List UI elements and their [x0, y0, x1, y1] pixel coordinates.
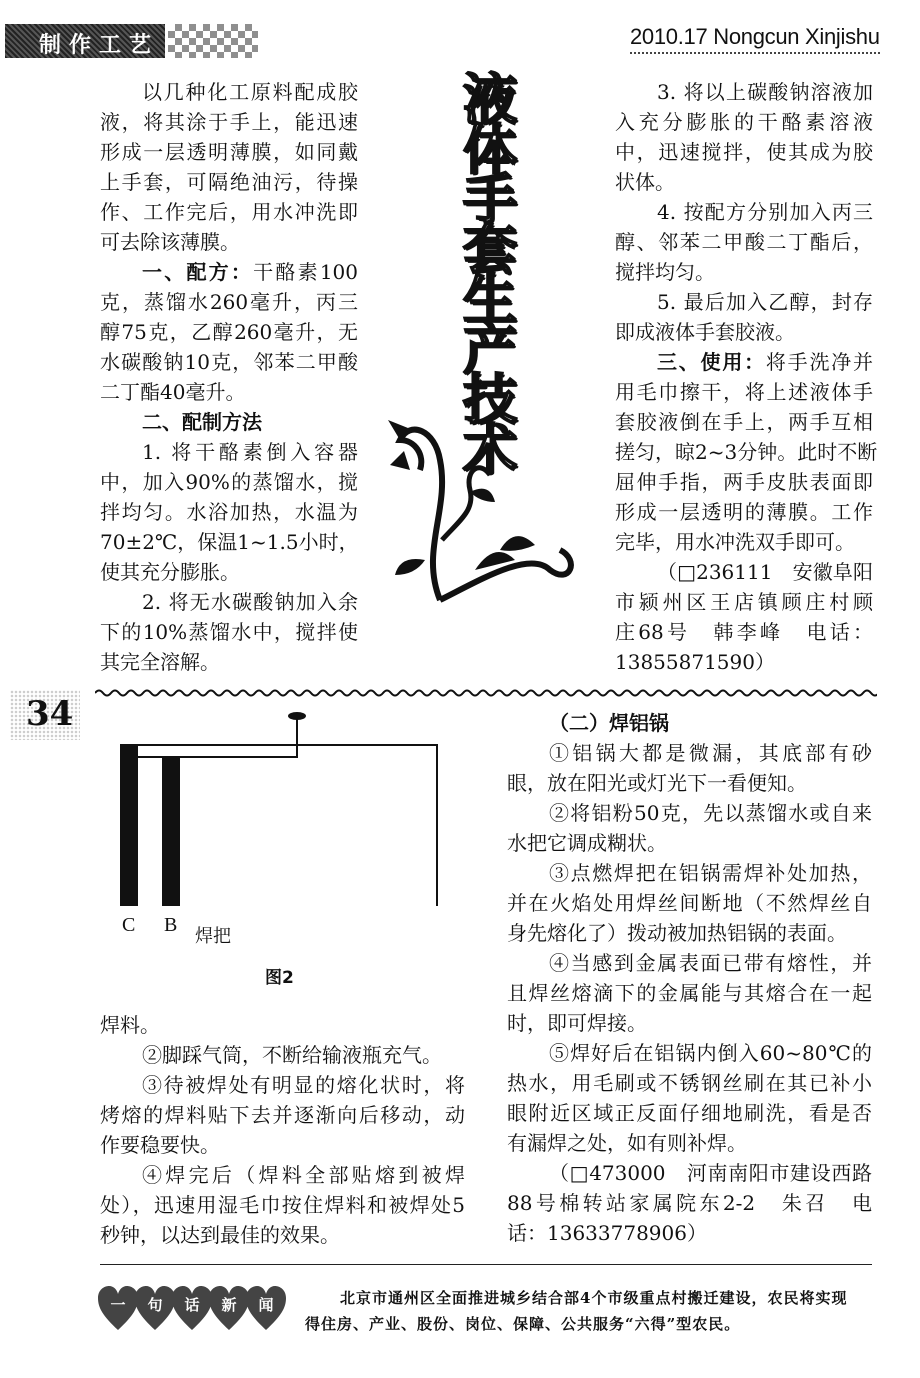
text-line — [142, 437, 358, 467]
line-text: 醇、邻苯二甲酸二丁酯后， — [615, 230, 873, 254]
text-line — [100, 527, 358, 557]
line-text: ②将铝粉50克，先以蒸馏水或自来 — [549, 801, 872, 825]
line-text: 88号棉转站家属院东2-2 朱召 电 — [507, 1191, 872, 1215]
line-text: 处），迅速用湿毛巾按住焊料和被焊处5 — [100, 1193, 465, 1217]
bar-c — [120, 744, 138, 906]
line-text: 中，加入90%的蒸馏水，搅 — [100, 470, 358, 494]
line-text: ③待被焊处有明显的熔化状时，将 — [142, 1073, 465, 1097]
text-line — [142, 257, 358, 287]
line-text: 干酪素100 — [253, 260, 358, 284]
text-line — [657, 287, 873, 317]
text-line — [615, 617, 873, 647]
heart-icon — [98, 1286, 138, 1332]
text-line — [615, 467, 873, 497]
line-text: ③点燃焊把在铝锅需焊补处加热， — [549, 861, 872, 885]
line-text: ④当感到金属表面已带有熔性，并 — [549, 951, 872, 975]
text-line — [615, 317, 873, 347]
heart-label: 话 — [184, 1296, 200, 1314]
text-line — [507, 768, 872, 798]
text-line — [615, 227, 873, 257]
line-text: 13855871590） — [615, 650, 775, 674]
text-line — [615, 407, 873, 437]
line-text: 并在火焰处用焊丝间断地（不然焊丝自 — [507, 891, 872, 915]
line-text: 克，蒸馏水260毫升，丙三 — [100, 290, 358, 314]
text-line — [507, 1068, 872, 1098]
text-line — [615, 497, 873, 527]
heart-label: 句 — [147, 1296, 163, 1314]
line-text: 其完全溶解。 — [100, 650, 220, 674]
section-banner — [5, 24, 165, 58]
heart-icon — [246, 1286, 286, 1332]
text-line — [657, 197, 873, 227]
title-char: 套 — [463, 217, 517, 281]
text-line — [657, 557, 873, 587]
line-text: 二丁酯40毫升。 — [100, 380, 246, 404]
text-line — [615, 137, 873, 167]
line-text: 4. 按配方分别加入丙三 — [657, 200, 873, 224]
text-line — [549, 708, 872, 738]
line-text: （□473000 河南南阳市建设西路 — [549, 1161, 872, 1185]
text-line — [142, 1070, 465, 1100]
wavy-divider — [95, 686, 877, 700]
heart-icon — [135, 1286, 175, 1332]
text-line — [142, 407, 358, 437]
line-text: 醇75克，乙醇260毫升，无 — [100, 320, 358, 344]
text-line — [100, 167, 358, 197]
text-line — [100, 497, 358, 527]
line-text: ⑤焊好后在铝锅内倒入60~80℃的 — [549, 1041, 872, 1065]
line-text: 将手洗净并 — [765, 350, 874, 374]
line-text: 烤熔的焊料贴下去并逐渐向后移动，动 — [100, 1103, 465, 1127]
text-line — [615, 107, 873, 137]
text-line — [615, 587, 873, 617]
text-line — [507, 978, 872, 1008]
text-line — [549, 1158, 872, 1188]
line-text: 70±2℃，保温1~1.5小时， — [100, 530, 359, 554]
line-text: 完毕，用水冲洗双手即可。 — [615, 530, 855, 554]
text-line — [100, 647, 358, 677]
text-line — [100, 1130, 465, 1160]
text-line — [507, 828, 872, 858]
label-b: B — [164, 914, 178, 936]
magazine-issue: 2010.17 Nongcun Xinjishu — [630, 24, 880, 54]
label-welding-torch: 焊把 — [195, 926, 231, 947]
line-text: 形成一层透明薄膜，如同戴 — [100, 140, 358, 164]
text-line — [657, 347, 873, 377]
text-line — [615, 377, 873, 407]
text-line — [549, 948, 872, 978]
section-heading: 三、使用： — [657, 350, 766, 374]
text-line — [100, 107, 358, 137]
title-char: 生 — [463, 267, 517, 331]
line-text: 拌均匀。水浴加热，水温为 — [100, 500, 358, 524]
line-text: 搓匀，晾2~3分钟。此时不断 — [615, 440, 878, 464]
line-text: ②脚踩气筒，不断给输液瓶充气。 — [142, 1043, 442, 1067]
text-line — [549, 858, 872, 888]
text-line — [615, 257, 873, 287]
text-line — [100, 137, 358, 167]
line-text: 以几种化工原料配成胶 — [142, 80, 358, 104]
line-text: 庄68号 韩李峰 电话： — [615, 620, 873, 644]
line-text: 市颍州区王店镇顾庄村顾 — [615, 590, 873, 614]
title-char: 液 — [463, 67, 517, 131]
line-text: 状体。 — [615, 170, 675, 194]
heart-label: 新 — [221, 1296, 237, 1314]
title-char: 产 — [463, 317, 517, 381]
line-text: （□236111 安徽阜阳 — [657, 560, 873, 584]
line-text: 身先熔化了）拨动被加热铝锅的表面。 — [507, 921, 847, 945]
line-text: 水把它调成糊状。 — [507, 831, 667, 855]
text-line — [100, 1100, 465, 1130]
text-line — [100, 557, 358, 587]
text-line — [549, 738, 872, 768]
text-line — [549, 798, 872, 828]
line-text: 形成一层透明的薄膜。工作 — [615, 500, 873, 524]
line-text: 即成液体手套胶液。 — [615, 320, 795, 344]
news-line-2: 得住房、产业、股份、岗位、保障、公共服务“六得”型农民。 — [305, 1315, 741, 1333]
heart-icon — [209, 1286, 249, 1332]
text-line — [100, 347, 358, 377]
line-text: 液，将其涂于手上，能迅速 — [100, 110, 358, 134]
text-line — [100, 317, 358, 347]
heart-icon — [172, 1286, 212, 1332]
title-char: 术 — [463, 417, 517, 481]
text-line — [615, 437, 878, 467]
line-text: 2. 将无水碳酸钠加入余 — [142, 590, 358, 614]
text-line — [657, 77, 873, 107]
text-line — [100, 1220, 465, 1250]
line-text: 话：13633778906） — [507, 1221, 707, 1245]
text-line — [100, 197, 358, 227]
line-text: 且焊丝熔滴下的金属能与其熔合在一起 — [507, 981, 872, 1005]
text-line — [100, 287, 358, 317]
section-heading: 二、配制方法 — [142, 410, 262, 434]
heart-label: 闻 — [258, 1296, 274, 1314]
section-heading: （二）焊铝锅 — [549, 711, 669, 735]
text-line — [507, 1218, 872, 1248]
line-text: ④焊完后（焊料全部贴熔到被焊 — [142, 1163, 465, 1187]
line-text: 焊料。 — [100, 1013, 160, 1037]
label-c: C — [122, 914, 136, 936]
line-text: 下的10%蒸馏水中，搅拌使 — [100, 620, 358, 644]
text-line — [549, 1038, 872, 1068]
line-text: 作、工作完后，用水冲洗即 — [100, 200, 358, 224]
figure-caption: 图2 — [265, 968, 294, 988]
text-line — [507, 1128, 872, 1158]
line-text: 3. 将以上碳酸钠溶液加 — [657, 80, 873, 104]
section-title: 制作工艺 — [39, 33, 160, 58]
line-text: 屈伸手指，两手皮肤表面即 — [615, 470, 873, 494]
line-text: 5. 最后加入乙醇，封存 — [657, 290, 873, 314]
line-text: 水碳酸钠10克，邻苯二甲酸 — [100, 350, 358, 374]
text-line — [507, 918, 872, 948]
text-line — [100, 467, 358, 497]
line-text: 上手套，可隔绝油污，待操 — [100, 170, 358, 194]
line-text: 作要稳要快。 — [100, 1133, 220, 1157]
text-line — [615, 527, 873, 557]
text-line — [100, 1190, 465, 1220]
line-text: 秒钟，以达到最佳的效果。 — [100, 1223, 340, 1247]
line-text: 中，迅速搅拌，使其成为胶 — [615, 140, 873, 164]
news-line-1: 北京市通州区全面推进城乡结合部4个市级重点村搬迁建设，农民将实现 — [340, 1289, 848, 1307]
text-line — [100, 1010, 465, 1040]
line-text: 入充分膨胀的干酪素溶液 — [615, 110, 873, 134]
section-heading: 一、配方： — [142, 260, 254, 284]
text-line — [142, 587, 358, 617]
line-text: 可去除该薄膜。 — [100, 230, 240, 254]
page-number: 34 — [26, 694, 74, 734]
text-line — [142, 1160, 465, 1190]
line-text: 时，即可焊接。 — [507, 1011, 647, 1035]
text-line — [507, 1188, 872, 1218]
text-line — [100, 227, 358, 257]
line-text: 套胶液倒在手上，两手互相 — [615, 410, 873, 434]
line-text: 热水，用毛刷或不锈钢丝刷在其已补小 — [507, 1071, 872, 1095]
text-line — [507, 1098, 872, 1128]
line-text: ①铝锅大都是微漏，其底部有砂 — [549, 741, 872, 765]
text-line — [142, 1040, 465, 1070]
footer-divider — [100, 1264, 872, 1265]
title-char: 体 — [463, 117, 517, 181]
news-hearts — [98, 1286, 288, 1336]
line-text: 用毛巾擦干，将上述液体手 — [615, 380, 873, 404]
title-char: 手 — [463, 167, 517, 231]
welding-diagram — [110, 708, 460, 918]
text-line — [100, 377, 358, 407]
text-line — [142, 77, 358, 107]
bar-b — [162, 756, 180, 906]
text-line — [100, 617, 358, 647]
line-text: 搅拌均匀。 — [615, 260, 715, 284]
text-line — [615, 647, 873, 677]
line-text: 眼附近区域正反面仔细地刷洗，看是否 — [507, 1101, 872, 1125]
line-text: 眼，放在阳光或灯光下一看便知。 — [507, 771, 807, 795]
floral-vine-ornament — [380, 400, 600, 610]
decorative-pattern — [168, 24, 258, 58]
page-number-badge — [10, 690, 80, 740]
text-line — [507, 888, 872, 918]
line-text: 1. 将干酪素倒入容器 — [142, 440, 358, 464]
text-line — [615, 167, 873, 197]
line-text: 使其充分膨胀。 — [100, 560, 240, 584]
heart-label: 一 — [110, 1296, 126, 1314]
text-line — [507, 1008, 872, 1038]
title-char: 技 — [463, 367, 517, 431]
line-text: 有漏焊之处，如有则补焊。 — [507, 1131, 747, 1155]
